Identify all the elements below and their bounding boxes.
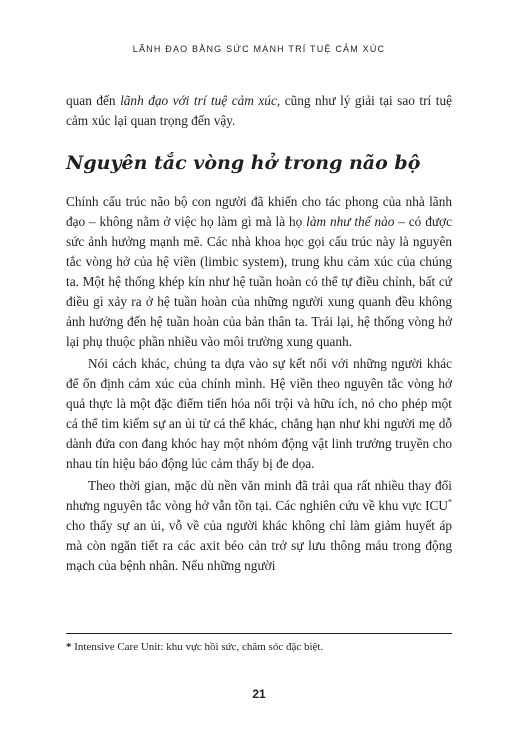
paragraph-1 bbox=[66, 192, 452, 352]
paragraph-3 bbox=[66, 476, 452, 576]
paragraph-1-italic: làm như thế nào bbox=[306, 214, 395, 229]
footnote-text: Intensive Care Unit: khu vực hồi sức, chăm sóc đặc biệt. bbox=[71, 641, 324, 653]
intro-italic: lãnh đạo với trí tuệ cảm xúc bbox=[120, 93, 277, 108]
section-heading: Nguyên tắc vòng hở trong não bộ bbox=[66, 152, 421, 174]
paragraph-3-text-1: Theo thời gian, mặc dù nền văn minh đã trải qua rất nhiều thay đổi nhưng nguyên tắc vòng hở vẫn tồn tại. Các nghiên cứu về khu vực ICU bbox=[66, 478, 452, 513]
footnote bbox=[66, 640, 452, 654]
intro-text-1: quan đến bbox=[66, 93, 121, 108]
footnote-marker: * bbox=[66, 641, 72, 653]
running-header: LÃNH ĐẠO BẰNG SỨC MẠNH TRÍ TUỆ CẢM XÚC bbox=[132, 44, 386, 54]
paragraph-1-text-1: Chính cấu trúc não bộ con người đã khiến cho tác phong của nhà lãnh đạo – không nằm ở việc họ làm gì mà là họ bbox=[66, 194, 452, 229]
paragraph-2: Nói cách khác, chúng ta dựa vào sự kết nối với những người khác để ổn định cảm xúc của chính mình. Hệ viền theo nguyên tắc vòng hở quả thực là một đặc điểm tiến hóa nổi trội và hữu ích, nó cho phép một cá thể tìm kiếm sự an ủi từ cá thể khác, chẳng hạn như khi người mẹ dỗ dành đứa con đang khóc hay một nhóm động vật linh trưởng truyền cho nhau tín hiệu báo động lúc cảm thấy bị đe dọa. bbox=[66, 356, 452, 471]
paragraph-3-text-2: cho thấy sự an ủi, vỗ về của người khác không chỉ làm giảm huyết áp mà còn ngăn tiết ra các axit béo cản trở sự lưu thông máu trong động mạch của bệnh nhân. Nếu những người bbox=[66, 518, 452, 573]
footnote-divider bbox=[66, 633, 452, 634]
intro-paragraph bbox=[66, 91, 452, 131]
paragraph-1-text-2: – có được sức ảnh hưởng mạnh mẽ. Các nhà khoa học gọi cấu trúc này là nguyên tắc vòng hở của hệ viền (limbic system), trung khu cảm xúc của chúng ta. Một hệ thống khép kín như hệ tuần hoàn có thể tự điều chỉnh, bất cứ điều gì xảy ra ở hệ tuần hoàn của những người xung quanh đều không ảnh hưởng đến hệ tuần hoàn của bản thân ta. Trái lại, hệ thống vòng hở lại phụ thuộc phần nhiều vào môi trường xung quanh. bbox=[66, 214, 452, 349]
intro-text-2: , cũng như lý giải tại sao trí tuệ cảm xúc lại quan trọng đến vậy. bbox=[66, 93, 452, 128]
footnote-reference: * bbox=[448, 497, 452, 507]
page-number: 21 bbox=[252, 687, 266, 701]
main-text bbox=[66, 192, 452, 576]
